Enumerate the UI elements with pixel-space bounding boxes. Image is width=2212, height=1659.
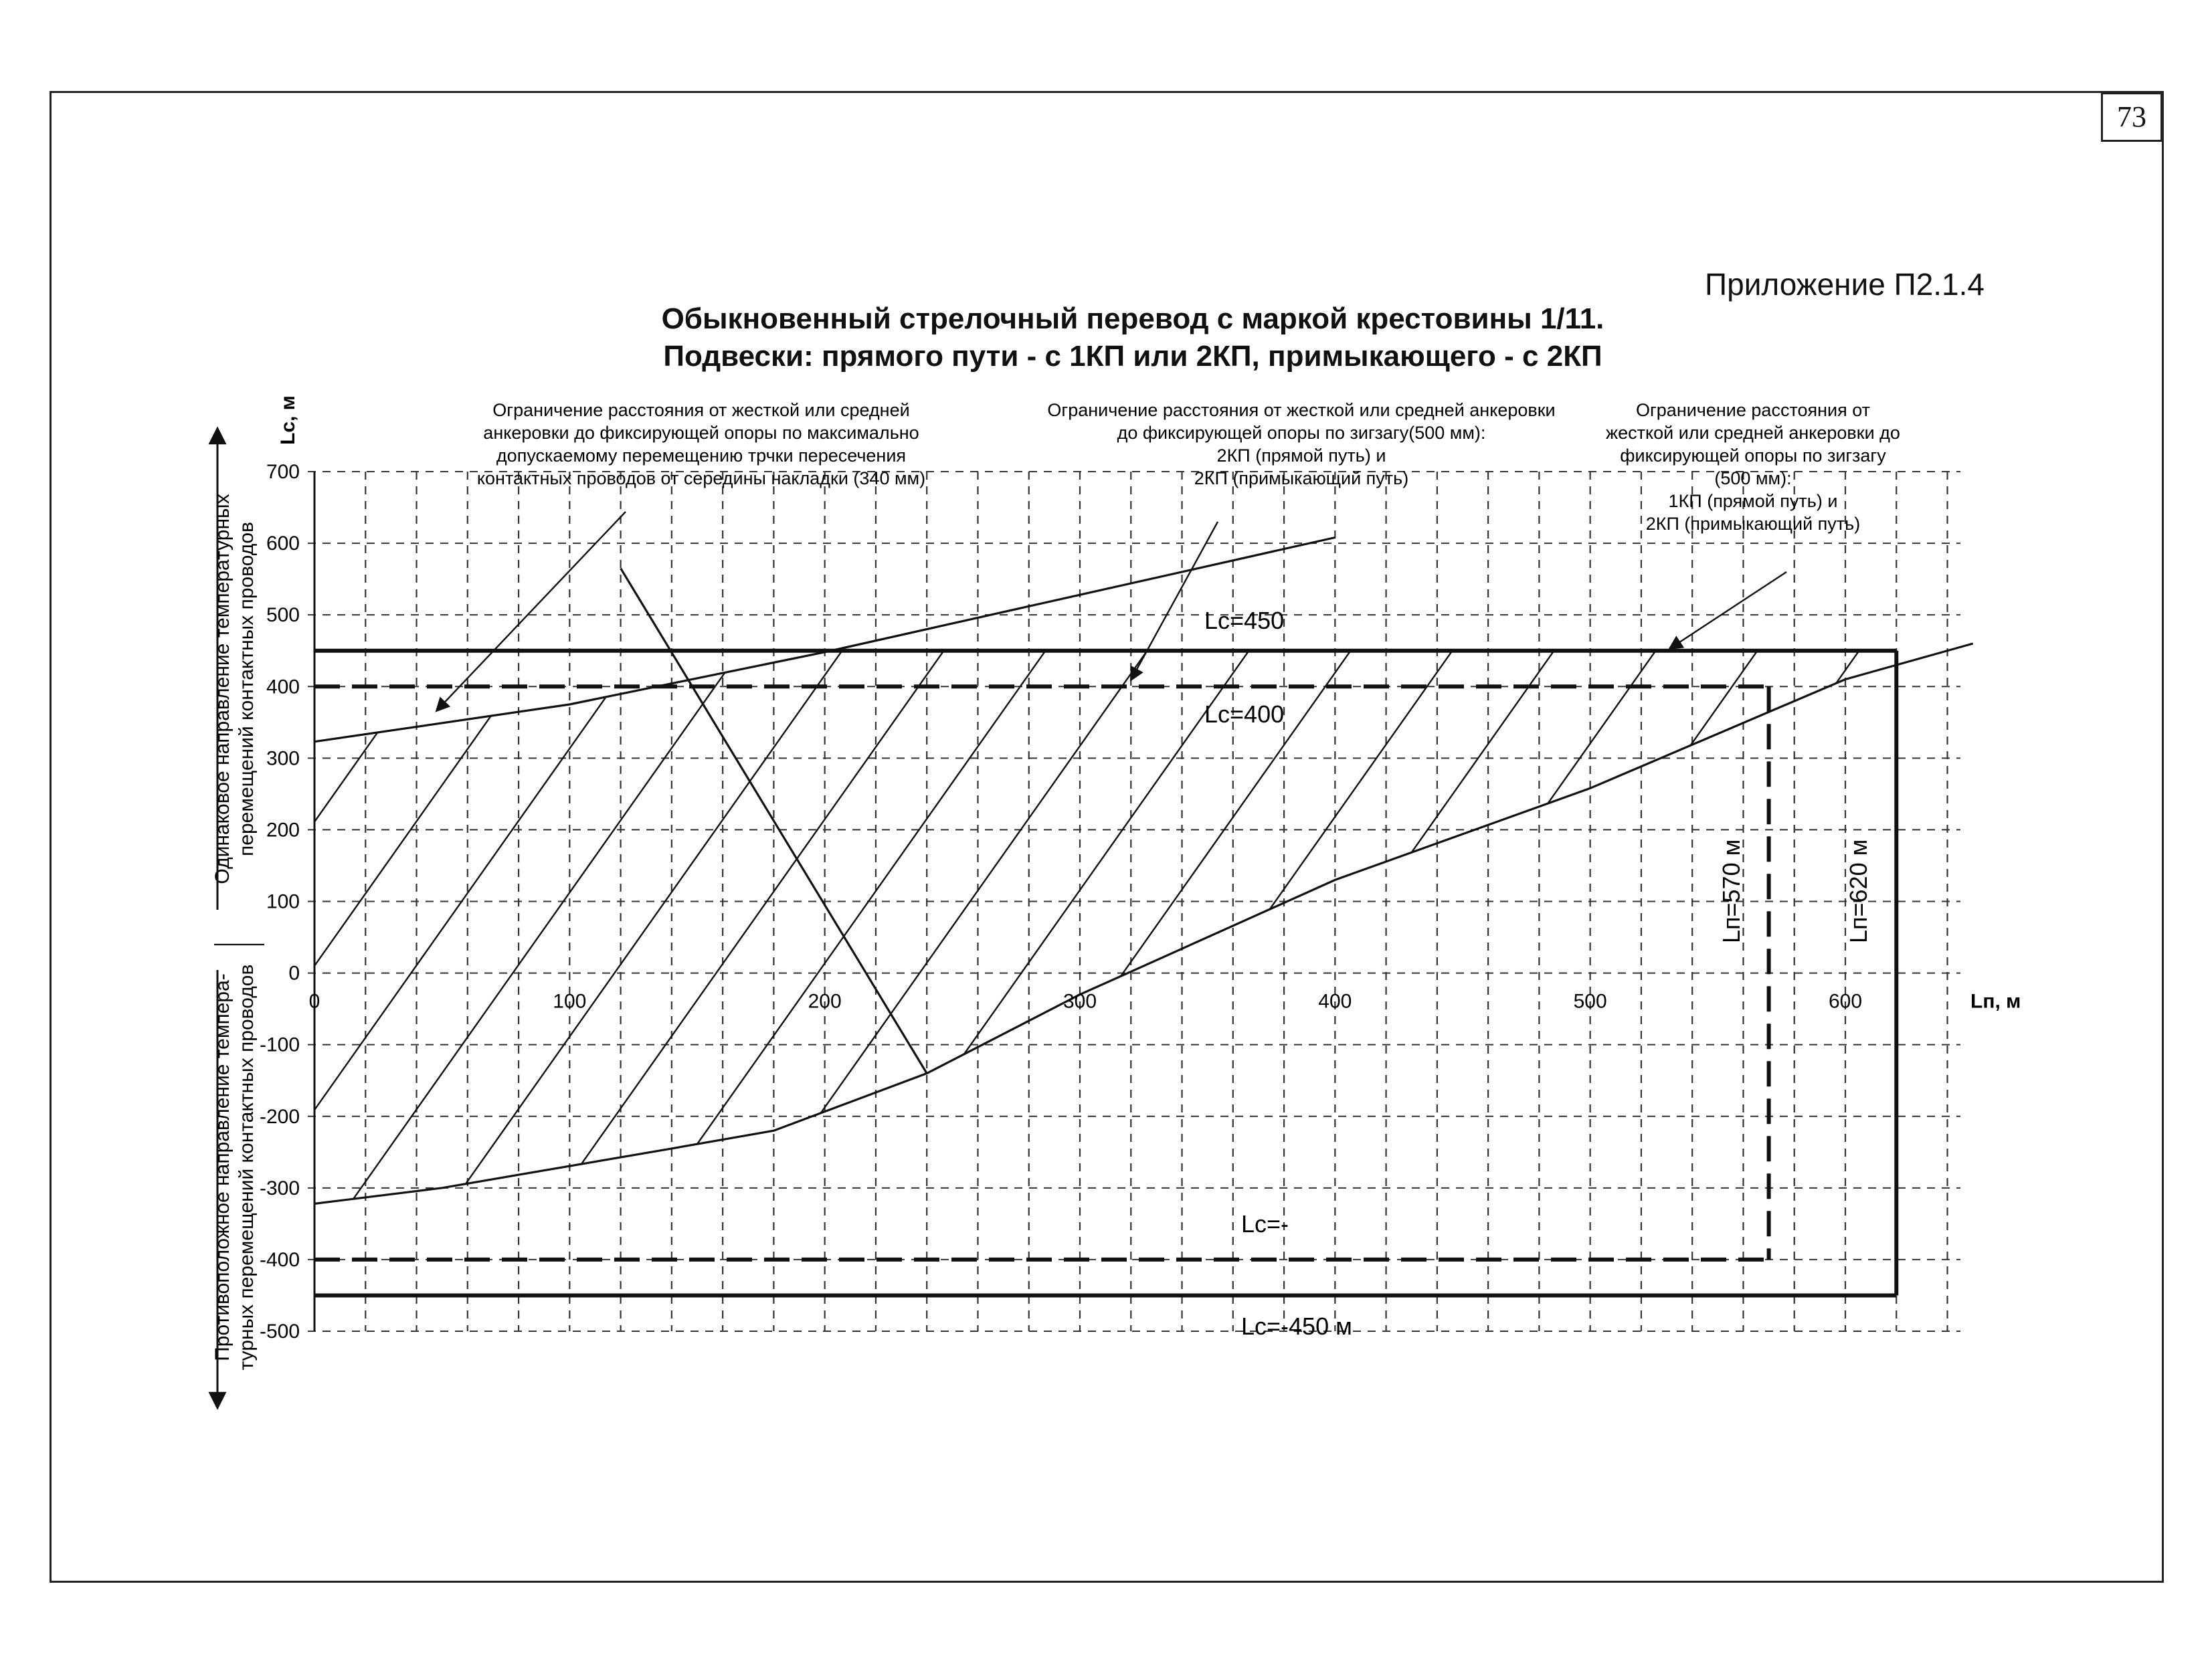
hatch-line <box>1930 589 2212 1271</box>
y-tick-label: 400 <box>266 676 300 698</box>
side-caption-top-2: перемещений контактных проводов <box>236 522 258 856</box>
label-lc-minus-450: Lc=-450 м <box>1241 1312 1352 1340</box>
side-caption-bottom-2: турных перемещений контактных проводов <box>236 964 258 1371</box>
hatch-line <box>1014 589 1496 1271</box>
note-line-middle: 2КП (примыкающий путь) <box>1194 468 1409 488</box>
label-lc-minus: Lc=- <box>1241 1210 1289 1238</box>
note-line-middle: Ограничение расстояния от жесткой или средней анкеровки <box>1047 400 1556 420</box>
hatch-line <box>1421 589 1903 1271</box>
y-tick-label: 700 <box>266 461 300 483</box>
y-tick-label: -500 <box>259 1321 300 1343</box>
hatch-line <box>506 589 988 1271</box>
note-line-left: анкеровки до фиксирующей опоры по максимально <box>483 423 919 443</box>
note-line-left: контактных проводов от середины накладки (340 мм) <box>476 468 926 488</box>
hatch-line <box>0 589 174 1271</box>
note-line-left: Ограничение расстояния от жесткой или средней <box>492 400 910 420</box>
hatch-line <box>1218 589 1699 1271</box>
x-axis-label: Lп, м <box>1970 990 2021 1013</box>
series-line-2 <box>621 569 927 1074</box>
x-tick-label: 500 <box>1573 990 1607 1013</box>
note-line-right: 2КП (примыкающий путь) <box>1645 514 1861 534</box>
y-tick-label: 300 <box>266 747 300 770</box>
note-arrow-right <box>1669 572 1786 649</box>
note-line-middle: 2КП (прямой путь) и <box>1216 446 1386 466</box>
y-tick-label: -200 <box>259 1105 300 1128</box>
hatch-line <box>0 589 276 1271</box>
label-lc-450: Lc=450 <box>1204 607 1285 634</box>
label-lc-400: Lc=400 <box>1204 700 1285 728</box>
x-tick-label: 100 <box>553 990 587 1013</box>
note-line-left: допускаемому перемещению трчки пересечения <box>496 446 907 466</box>
hatch-line <box>404 589 886 1271</box>
side-caption-top-1: Одинаковое направление температурных <box>211 494 234 884</box>
label-lp-570: Lп=570 м <box>1718 839 1745 943</box>
y-tick-label: 100 <box>266 890 300 913</box>
side-caption-bottom-1: Противоположное направление темпера- <box>211 973 234 1361</box>
hatch-line <box>302 589 784 1271</box>
x-tick-label: 300 <box>1063 990 1097 1013</box>
diagonal-arrow <box>689 803 923 1070</box>
label-lp-620: Lп=620 м <box>1845 839 1872 943</box>
hatch-line <box>0 589 72 1271</box>
y-tick-label: 600 <box>266 532 300 555</box>
note-line-middle: до фиксирующей опоры по зигзагу(500 мм): <box>1117 423 1486 443</box>
note-line-right: жесткой или средней анкеровки до <box>1606 423 1900 443</box>
hatch-line <box>1116 589 1598 1271</box>
note-line-right: 1КП (прямой путь) и <box>1668 491 1838 511</box>
chart-title-line-2: Подвески: прямого пути - с 1КП или 2КП, примыкающего - с 2КП <box>663 340 1602 373</box>
note-line-right: Ограничение расстояния от <box>1635 400 1871 420</box>
hatch-line <box>0 589 377 1271</box>
chart-grid <box>308 472 1960 1331</box>
note-line-right: (500 мм): <box>1714 468 1792 488</box>
hatch-line <box>608 589 1089 1271</box>
chart-title-line-1: Обыкновенный стрелочный перевод с маркой крестовины 1/11. <box>661 302 1604 335</box>
hatch-line <box>1828 589 2212 1271</box>
page-number: 73 <box>2101 92 2162 142</box>
x-tick-label: 600 <box>1828 990 1863 1013</box>
hatch-line <box>99 589 581 1271</box>
note-line-right: фиксирующей опоры по зигзагу <box>1620 446 1886 466</box>
y-tick-label: 0 <box>288 962 300 985</box>
y-tick-label: 500 <box>266 604 300 627</box>
note-arrow-left <box>436 512 626 711</box>
x-tick-label: 0 <box>308 990 320 1013</box>
chart-ticks <box>260 395 2021 1343</box>
hatch-line <box>2133 589 2212 1271</box>
note-arrow-middle <box>1131 522 1218 680</box>
y-tick-label: -100 <box>259 1034 300 1056</box>
hatch-line <box>2031 589 2212 1271</box>
hatch-line <box>709 589 1191 1271</box>
hatch-region <box>0 589 2212 1271</box>
y-tick-label: -400 <box>259 1248 300 1271</box>
chart-annotations <box>211 400 1900 1408</box>
hatch-line <box>1726 589 2208 1271</box>
y-tick-label: -300 <box>259 1177 300 1199</box>
hatch-line <box>913 589 1394 1271</box>
hatch-line <box>811 589 1293 1271</box>
appendix-label: Приложение П2.1.4 <box>1705 267 1985 302</box>
x-tick-label: 200 <box>808 990 842 1013</box>
hatch-line <box>1523 589 2005 1271</box>
y-axis-label: Lc, м <box>277 395 299 445</box>
x-tick-label: 400 <box>1318 990 1352 1013</box>
y-tick-label: 200 <box>266 819 300 842</box>
